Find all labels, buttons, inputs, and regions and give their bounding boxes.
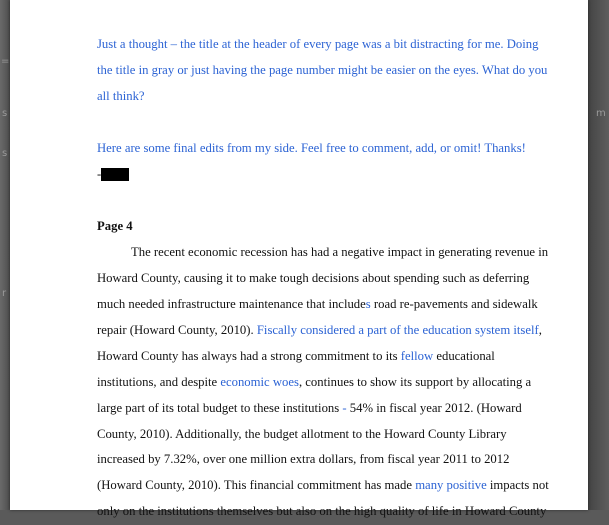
viewer-right-margin [588,0,609,510]
side-glyph: r [2,288,7,299]
paragraph-line: The recent economic recession has had a negative impact in generating revenue in [131,245,549,260]
text-run: road re-pavements and sidewalk [370,297,538,312]
side-glyph: m [596,108,606,119]
edit-insertion: - [342,400,347,415]
signature-dash: - [97,166,102,181]
text-run: institutions, and despite [97,374,221,389]
comment-line: the title in gray or just having the page number might be easier on the eyes. What do you [97,62,548,77]
text-run: impacts not [486,478,549,493]
paragraph-line [97,344,507,370]
edit-insertion: fellow [400,348,434,363]
edit-insertion: economic woes [220,374,299,389]
paragraph-line: Howard County, causing it to make tough decisions about spending such as deferring [97,271,530,286]
text-run: much needed infrastructure maintenance that include [97,297,366,312]
text-run: 54% in fiscal year 2012. (Howard [346,400,522,415]
section-heading: Page 4 [97,219,133,234]
paragraph-line [97,292,538,318]
comment-line: all think? [97,88,145,103]
paragraph-line [97,473,549,499]
edit-insertion: many positive [415,478,487,493]
paragraph-line [97,370,532,396]
text-run: Howard County has always had a strong commitment to its [97,348,401,363]
text-run: educational [433,348,495,363]
text-run: large part of its total budget to these institutions [97,400,343,415]
paragraph-line [97,396,522,422]
side-glyph: s [2,148,8,159]
viewer-left-margin [0,0,10,510]
side-glyph: = [1,56,10,67]
document-body[interactable] [97,32,549,525]
edit-insertion: Fiscally considered a part of the education system itself [256,323,539,338]
paragraph-line: County, 2010). Additionally, the budget allotment to the Howard County Library [97,426,507,441]
text-run: (Howard County, 2010). This financial commitment has made [97,478,416,493]
signature [97,162,507,188]
text-run: , continues to show its support by allocating a [298,374,532,389]
paragraph-line: increased by 7.32%, over one million extra dollars, from fiscal year 2011 to 2012 [97,452,510,467]
paragraph-line: only on the institutions themselves but also on the high quality of life in Howard County [97,504,547,519]
text-run: repair (Howard County, 2010). [97,323,257,338]
redacted-name [101,168,129,181]
paragraph-line [97,318,542,344]
edit-insertion: s [365,297,371,312]
side-glyph: s [2,108,8,119]
comment-line: Just a thought – the title at the header of every page was a bit distracting for me. Doing [97,37,539,51]
edits-note: Here are some final edits from my side. Feel free to comment, add, or omit! Thanks! [97,140,526,155]
text-run: , [538,323,542,338]
document-page[interactable] [10,0,588,519]
